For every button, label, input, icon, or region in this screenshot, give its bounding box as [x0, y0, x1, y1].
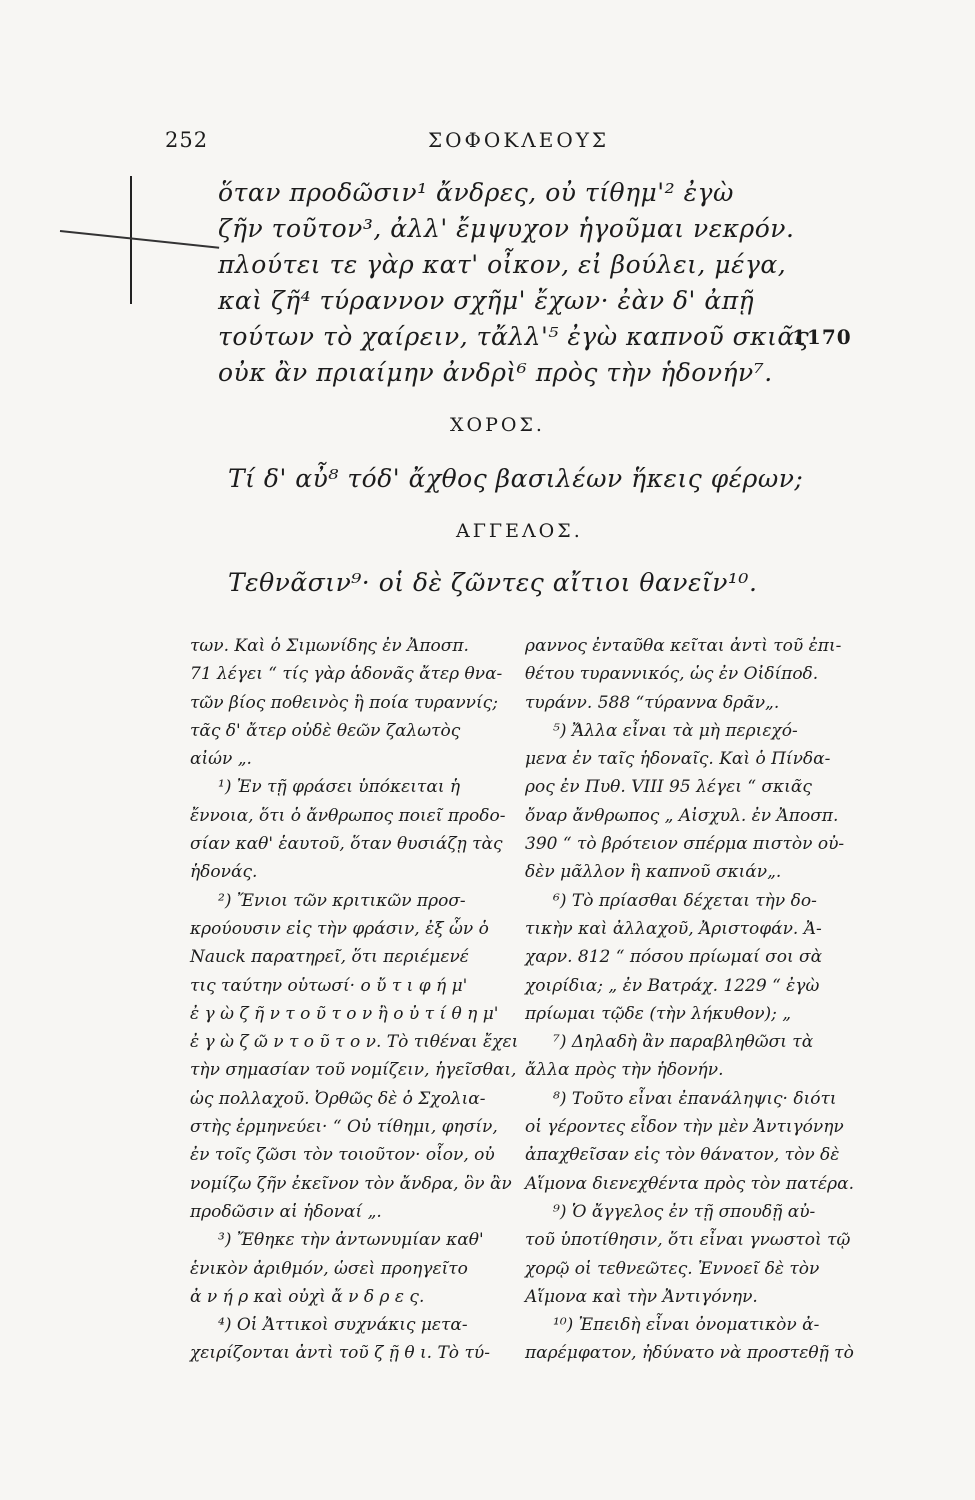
footnote-line: χειρίζονται ἀντὶ τοῦ ζ ῇ θ ι. Τὸ τύ-: [190, 1343, 490, 1364]
footnote-line: ραννος ἐνταῦθα κεῖται ἀντὶ τοῦ ἐπι-: [525, 636, 842, 656]
footnote-line: 390 “ τὸ βρότειον σπέρμα πιστὸν οὐ-: [525, 834, 845, 855]
footnote-line: ὡς πολλαχοῦ. Ὀρθῶς δὲ ὁ Σχολια-: [190, 1088, 486, 1109]
footnote-line: ⁴) Οἱ Ἀττικοὶ συχνάκις μετα-: [218, 1315, 468, 1336]
footnote-line: τᾶς δ' ἄτερ οὐδὲ θεῶν ζαλωτὸς: [190, 720, 461, 741]
footnote-line: αἰών „.: [190, 749, 252, 770]
footnote-line: ἐ γ ὼ ζ ῶ ν τ ο ῦ τ ο ν. Τὸ τιθέναι ἔχει: [190, 1032, 519, 1053]
footnote-line: ⁶) Τὸ πρίασθαι δέχεται τὴν δο-: [553, 890, 817, 911]
footnote-line: προδῶσιν αἱ ἡδοναί „.: [190, 1201, 382, 1222]
running-title: ΣΟΦΟΚΛΕΟΥΣ: [428, 128, 610, 152]
footnote-line: τικὴν καὶ ἀλλαχοῦ, Ἀριστοφάν. Ἀ-: [525, 918, 822, 939]
verse-line: τούτων τὸ χαίρειν, τἄλλ'⁵ ἐγὼ καπνοῦ σκιᾶς: [218, 322, 810, 351]
footnote-line: ἐν τοῖς ζῶσι τὸν τοιοῦτον· οἷον, οὐ: [190, 1145, 495, 1166]
footnote-line: ἑνικὸν ἀριθμόν, ὡσεὶ προηγεῖτο: [190, 1258, 468, 1279]
footnotes-right-column: [525, 632, 854, 1368]
footnote-line: τὴν σημασίαν τοῦ νομίζειν, ἡγεῖσθαι,: [190, 1060, 517, 1081]
footnote-line: Αἵμονα διενεχθέντα πρὸς τὸν πατέρα.: [525, 1173, 854, 1194]
footnote-line: ³) Ἔθηκε τὴν ἀντωνυμίαν καθ': [218, 1230, 484, 1251]
footnote-line: ἀπαχθεῖσαν εἰς τὸν θάνατον, τὸν δὲ: [525, 1145, 840, 1166]
footnote-line: παρέμφατον, ἠδύνατο νὰ προστεθῇ τὸ: [525, 1343, 854, 1364]
footnote-line: ⁵) Ἄλλα εἶναι τὰ μὴ περιεχό-: [553, 720, 798, 741]
speaker-chorus: ΧΟΡΟΣ.: [450, 414, 545, 436]
footnote-line: κρούουσιν εἰς τὴν φράσιν, ἐξ ὧν ὁ: [190, 918, 489, 939]
verse-line: ὅταν προδῶσιν¹ ἄνδρες, οὐ τίθημ'² ἐγὼ: [218, 178, 734, 207]
footnote-line: των. Καὶ ὁ Σιμωνίδης ἐν Ἀποσπ.: [190, 636, 469, 656]
verse-line: οὐκ ἂν πριαίμην ἀνδρὶ⁶ πρὸς τὴν ἡδονήν⁷.: [218, 358, 773, 387]
footnote-line: ¹) Ἐν τῇ φράσει ὑπόκειται ἡ: [218, 777, 461, 798]
footnote-line: ἔννοια, ὅτι ὁ ἄνθρωπος ποιεῖ προδο-: [190, 805, 506, 826]
verse-line: ζῆν τοῦτον³, ἀλλ' ἔμψυχον ἡγοῦμαι νεκρόν.: [218, 214, 795, 243]
chorus-line: Τί δ' αὖ⁸ τόδ' ἄχθος βασιλέων ἥκεις φέρων;: [228, 464, 804, 493]
footnote-line: 71 λέγει “ τίς γὰρ ἁδονᾶς ἄτερ θνα-: [190, 664, 503, 685]
margin-vertical-mark: [130, 176, 132, 304]
verse-line: καὶ ζῆ⁴ τύραννον σχῆμ' ἔχων· ἐὰν δ' ἀπῇ: [218, 286, 755, 315]
footnote-line: νομίζω ζῆν ἐκεῖνον τὸν ἄνδρα, ὃν ἂν: [190, 1173, 512, 1194]
footnote-line: ¹⁰) Ἐπειδὴ εἶναι ὀνοματικὸν ἀ-: [553, 1315, 820, 1336]
footnote-line: ⁹) Ὁ ἄγγελος ἐν τῇ σπουδῇ αὐ-: [553, 1201, 816, 1222]
margin-pointer-mark: [60, 230, 219, 249]
footnotes-left-column: [190, 632, 518, 1368]
footnote-line: στὴς ἑρμηνεύει· “ Οὐ τίθημι, φησίν,: [190, 1117, 498, 1138]
footnote-line: Αἵμονα καὶ τὴν Ἀντιγόνην.: [525, 1286, 758, 1307]
footnote-line: πρίωμαι τῷδε (τὴν λήκυθον); „: [525, 1003, 792, 1024]
footnote-line: ὄναρ ἄνθρωπος „ Αἰσχυλ. ἐν Ἀποσπ.: [525, 805, 839, 826]
footnote-line: θέτου τυραννικός, ὡς ἐν Οἰδίπoδ.: [525, 664, 819, 685]
footnote-line: οἱ γέροντες εἶδον τὴν μὲν Ἀντιγόνην: [525, 1117, 844, 1138]
footnote-line: ἐ γ ὼ ζ ῆ ν τ ο ῦ τ ο ν ἢ ο ὐ τ ί θ η μ': [190, 1003, 499, 1024]
verse-line: πλούτει τε γὰρ κατ' οἶκον, εἰ βούλει, μέγα,: [218, 250, 787, 279]
page-number: 252: [165, 128, 209, 152]
footnote-line: ρος ἐν Πυθ. VIII 95 λέγει “ σκιᾶς: [525, 777, 812, 798]
footnote-line: τῶν βίος ποθεινὸς ἢ ποία τυραννίς;: [190, 692, 498, 713]
footnote-line: ²) Ἔνιοι τῶν κριτικῶν προσ-: [218, 890, 466, 911]
footnote-line: ⁷) Δηλαδὴ ἂν παραβληθῶσι τὰ: [553, 1032, 814, 1053]
speaker-messenger: ΑΓΓΕΛΟΣ.: [456, 520, 583, 542]
messenger-line: Τεθνᾶσιν⁹· οἱ δὲ ζῶντες αἴτιοι θανεῖν¹⁰.: [228, 568, 758, 597]
footnote-line: χαρν. 812 “ πόσου πρίωμαί σοι σὰ: [525, 947, 823, 968]
footnote-line: χορῷ οἱ τεθνεῶτες. Ἐννοεῖ δὲ τὸν: [525, 1258, 820, 1279]
footnote-line: ἡδονάς.: [190, 862, 258, 883]
footnote-line: τις ταύτην οὑτωσί· ο ὔ τ ι φ ή μ': [190, 975, 468, 996]
footnote-line: σίαν καθ' ἑαυτοῦ, ὅταν θυσιάζῃ τὰς: [190, 834, 503, 855]
footnote-line: τυράνν. 588 “τύραννα δρᾶν„.: [525, 692, 780, 713]
footnote-line: χοιρίδια; „ ἐν Βατράχ. 1229 “ ἐγὼ: [525, 975, 820, 996]
footnote-line: μενα ἐν ταῖς ἡδοναῖς. Καὶ ὁ Πίνδα-: [525, 749, 831, 770]
footnote-line: ἀ ν ή ρ καὶ οὐχὶ ἄ ν δ ρ ε ς.: [190, 1286, 425, 1307]
line-number: 1170: [792, 325, 852, 349]
footnote-line: ἄλλα πρὸς τὴν ἡδονήν.: [525, 1060, 724, 1081]
footnote-line: Nauck παρατηρεῖ, ὅτι περιέμενέ: [190, 947, 469, 968]
footnote-line: δὲν μᾶλλον ἢ καπνοῦ σκιάν„.: [525, 862, 782, 883]
footnote-line: τοῦ ὑποτίθησιν, ὅτι εἶναι γνωστοὶ τῷ: [525, 1230, 851, 1251]
footnote-line: ⁸) Τοῦτο εἶναι ἐπανάληψις· διότι: [553, 1088, 837, 1109]
